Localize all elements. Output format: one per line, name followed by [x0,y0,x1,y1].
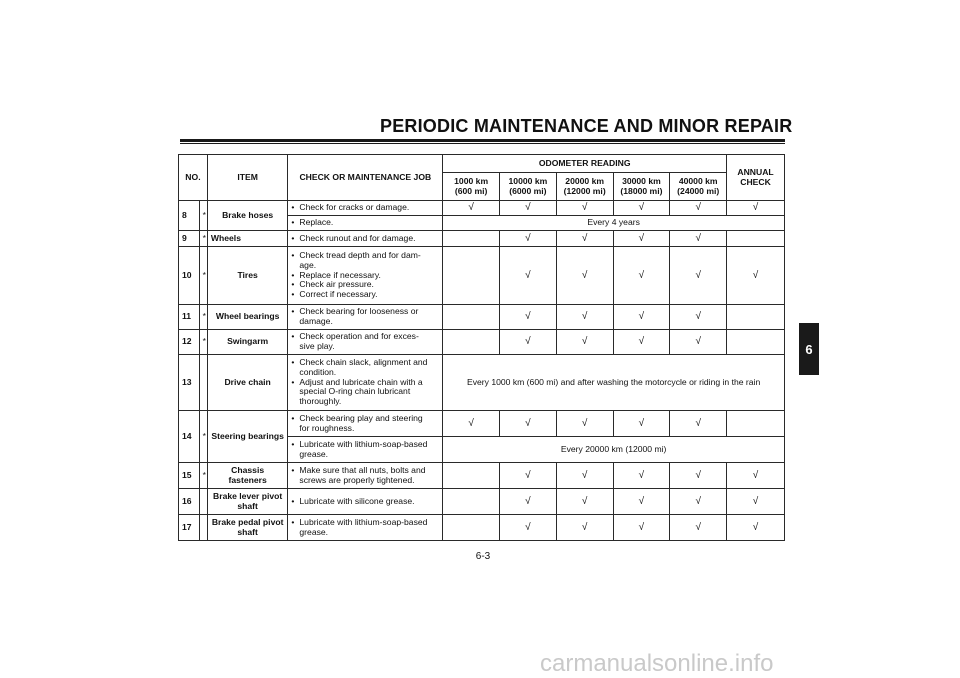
job-description: • Lubricate with silicone grease. [288,489,443,515]
check-mark: √ [613,231,670,247]
job-description: • Make sure that all nuts, bolts and screws are properly tightened. [288,463,443,489]
check-mark: √ [500,411,557,437]
header-odo-3: 20000 km (12000 mi) [556,173,613,201]
row-number: 15 [179,463,200,489]
asterisk-mark: * [199,231,207,247]
check-mark: √ [443,201,500,216]
item-name: Swingarm [207,330,288,355]
asterisk-mark: * [199,201,207,231]
check-mark: √ [500,489,557,515]
table-row [179,515,785,541]
check-mark: √ [670,411,727,437]
check-mark: √ [670,489,727,515]
header-odo-5: 40000 km (24000 mi) [670,173,727,201]
row-number: 11 [179,305,200,330]
watermark: carmanualsonline.info [540,650,774,677]
asterisk-mark [199,355,207,411]
check-mark [443,515,500,541]
header-odometer: ODOMETER READING [443,155,727,173]
row-number: 14 [179,411,200,463]
check-mark: √ [613,330,670,355]
check-mark: √ [556,515,613,541]
check-mark: √ [613,247,670,305]
interval-note: Every 20000 km (12000 mi) [443,437,785,463]
check-mark: √ [613,463,670,489]
check-mark: √ [500,463,557,489]
row-number: 10 [179,247,200,305]
check-mark: √ [500,247,557,305]
check-mark: √ [670,305,727,330]
table-row [179,231,785,247]
annual-check-mark: √ [727,489,785,515]
header-annual: ANNUAL CHECK [727,155,785,201]
check-mark [443,231,500,247]
annual-check-mark [727,330,785,355]
check-mark: √ [613,305,670,330]
table-row [179,201,785,216]
check-mark: √ [670,515,727,541]
table-row [179,463,785,489]
check-mark: √ [613,411,670,437]
page-number: 6-3 [475,551,491,562]
item-name: Wheel bearings [207,305,288,330]
job-description: • Check runout and for damage. [288,231,443,247]
check-mark: √ [556,201,613,216]
item-name: Drive chain [207,355,288,411]
maintenance-table [178,154,785,541]
job-description: • Check chain slack, alignment and condition. • Adjust and lubricate chain with a special O-ring chain lubricant thoroughly. [288,355,443,411]
job-description: • Check for cracks or damage. [288,201,443,216]
job-description: • Replace. [288,216,443,231]
check-mark: √ [556,489,613,515]
job-description: • Check bearing play and steering for roughness. [288,411,443,437]
item-name: Chassis fasteners [207,463,288,489]
interval-note: Every 1000 km (600 mi) and after washing the motorcycle or riding in the rain [443,355,785,411]
check-mark: √ [500,515,557,541]
item-name: Brake hoses [207,201,288,231]
check-mark [443,489,500,515]
item-name: Tires [207,247,288,305]
check-mark: √ [556,411,613,437]
check-mark: √ [556,463,613,489]
asterisk-mark [199,515,207,541]
check-mark: √ [556,247,613,305]
header-no: NO. [179,155,208,201]
check-mark: √ [500,305,557,330]
check-mark: √ [613,515,670,541]
row-number: 12 [179,330,200,355]
annual-check-mark: √ [727,247,785,305]
header-odo-2: 10000 km (6000 mi) [500,173,557,201]
asterisk-mark: * [199,463,207,489]
row-number: 9 [179,231,200,247]
annual-check-mark: √ [727,515,785,541]
annual-check-mark [727,231,785,247]
check-mark [443,463,500,489]
asterisk-mark: * [199,330,207,355]
annual-check-mark [727,411,785,437]
table-row [179,411,785,437]
chapter-tab: 6 [799,323,819,375]
item-name: Wheels [207,231,288,247]
check-mark: √ [670,231,727,247]
row-number: 17 [179,515,200,541]
check-mark: √ [500,330,557,355]
table-row [179,247,785,305]
asterisk-mark: * [199,411,207,463]
header-odo-4: 30000 km (18000 mi) [613,173,670,201]
header-odo-1: 1000 km (600 mi) [443,173,500,201]
check-mark: √ [613,201,670,216]
check-mark: √ [670,330,727,355]
check-mark: √ [670,463,727,489]
check-mark: √ [613,489,670,515]
check-mark: √ [500,231,557,247]
job-description: • Check bearing for looseness or damage. [288,305,443,330]
job-description: • Check operation and for exces- sive play. [288,330,443,355]
page-title: PERIODIC MAINTENANCE AND MINOR REPAIR [380,116,793,136]
check-mark: √ [556,330,613,355]
title-rule-thin [180,143,785,144]
job-description: • Lubricate with lithium-soap-based grease. [288,515,443,541]
check-mark: √ [556,231,613,247]
asterisk-mark: * [199,305,207,330]
header-item: ITEM [207,155,288,201]
row-number: 8 [179,201,200,231]
item-name: Brake pedal pivot shaft [207,515,288,541]
title-rule [180,139,785,142]
asterisk-mark: * [199,247,207,305]
annual-check-mark: √ [727,463,785,489]
check-mark [443,330,500,355]
job-description: • Lubricate with lithium-soap-based grease. [288,437,443,463]
check-mark: √ [670,201,727,216]
table-row [179,489,785,515]
check-mark [443,247,500,305]
check-mark: √ [500,201,557,216]
item-name: Brake lever pivot shaft [207,489,288,515]
check-mark: √ [556,305,613,330]
row-number: 16 [179,489,200,515]
check-mark: √ [670,247,727,305]
check-mark [443,305,500,330]
header-job: CHECK OR MAINTENANCE JOB [288,155,443,201]
table-row [179,305,785,330]
row-number: 13 [179,355,200,411]
job-description: • Check tread depth and for dam- age. • Replace if necessary. • Check air pressure. • Correct if necessary. [288,247,443,305]
table-row [179,330,785,355]
asterisk-mark [199,489,207,515]
interval-note: Every 4 years [443,216,785,231]
annual-check-mark [727,305,785,330]
table-row [179,355,785,411]
annual-check-mark: √ [727,201,785,216]
check-mark: √ [443,411,500,437]
item-name: Steering bearings [207,411,288,463]
